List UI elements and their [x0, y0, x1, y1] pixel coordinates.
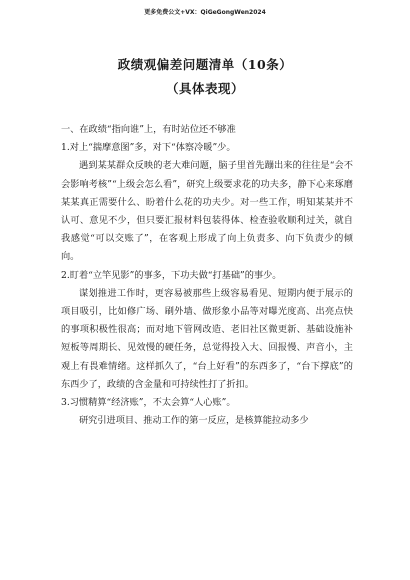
item-heading: 2.盯着“立竿见影”的事多，下功夫做“打基础”的事少。 [61, 269, 282, 281]
item-1 [61, 139, 353, 266]
item-2 [61, 267, 353, 394]
item-body: 谋划推进工作时，更容易被那些上级容易看见、短期内便于展示的项目吸引，比如修广场、刷外墙、做形象小品等对曝光度高、出亮点快的事项积极性很高；而对地下管网改造、老旧社区微更新、基础设施补短板等周期长、见效慢的硬任务，总觉得投入大、回报慢、声音小，主观上有畏难情绪。这样抓久了，“台上好看”的东西多了，“台下撑底”的东西少了，政绩的含金量和可持续性打了折扣。 [61, 287, 353, 390]
document-title: 政绩观偏差问题清单（10条） [117, 57, 293, 72]
item-heading: 3.习惯精算“经济账”，不太会算“人心账”。 [61, 397, 236, 409]
item-body: 研究引进项目、推动工作的第一反应，是核算能拉动多少 [79, 415, 309, 427]
document-subtitle: （具体表现） [165, 81, 244, 96]
header-note: 更多免费公文+VX：QiGeGongWen2024 [144, 9, 266, 16]
item-body: 遇到某某群众反映的老大难问题，脑子里首先蹦出来的往往是“会不会影响考核”“上级会怎么看”，研究上级要求花的功夫多，静下心来琢磨某某真正需要什么、盼着什么花的功夫少。对一些工作，明知某某并不认可、意见不少，但只要汇报材料包装得体、检查验收顺利过关，就自我感觉“可以交账了”，在客观上形成了向上负责多、向下负责少的倾向。 [61, 160, 353, 263]
item-3 [61, 394, 353, 430]
item-heading: 1.对上“揣摩意图”多，对下“体察冷暖”少。 [61, 142, 236, 154]
section-heading: 一、在政绩“指向谁”上，有时站位还不够准 [61, 124, 236, 135]
document-body [61, 121, 353, 430]
